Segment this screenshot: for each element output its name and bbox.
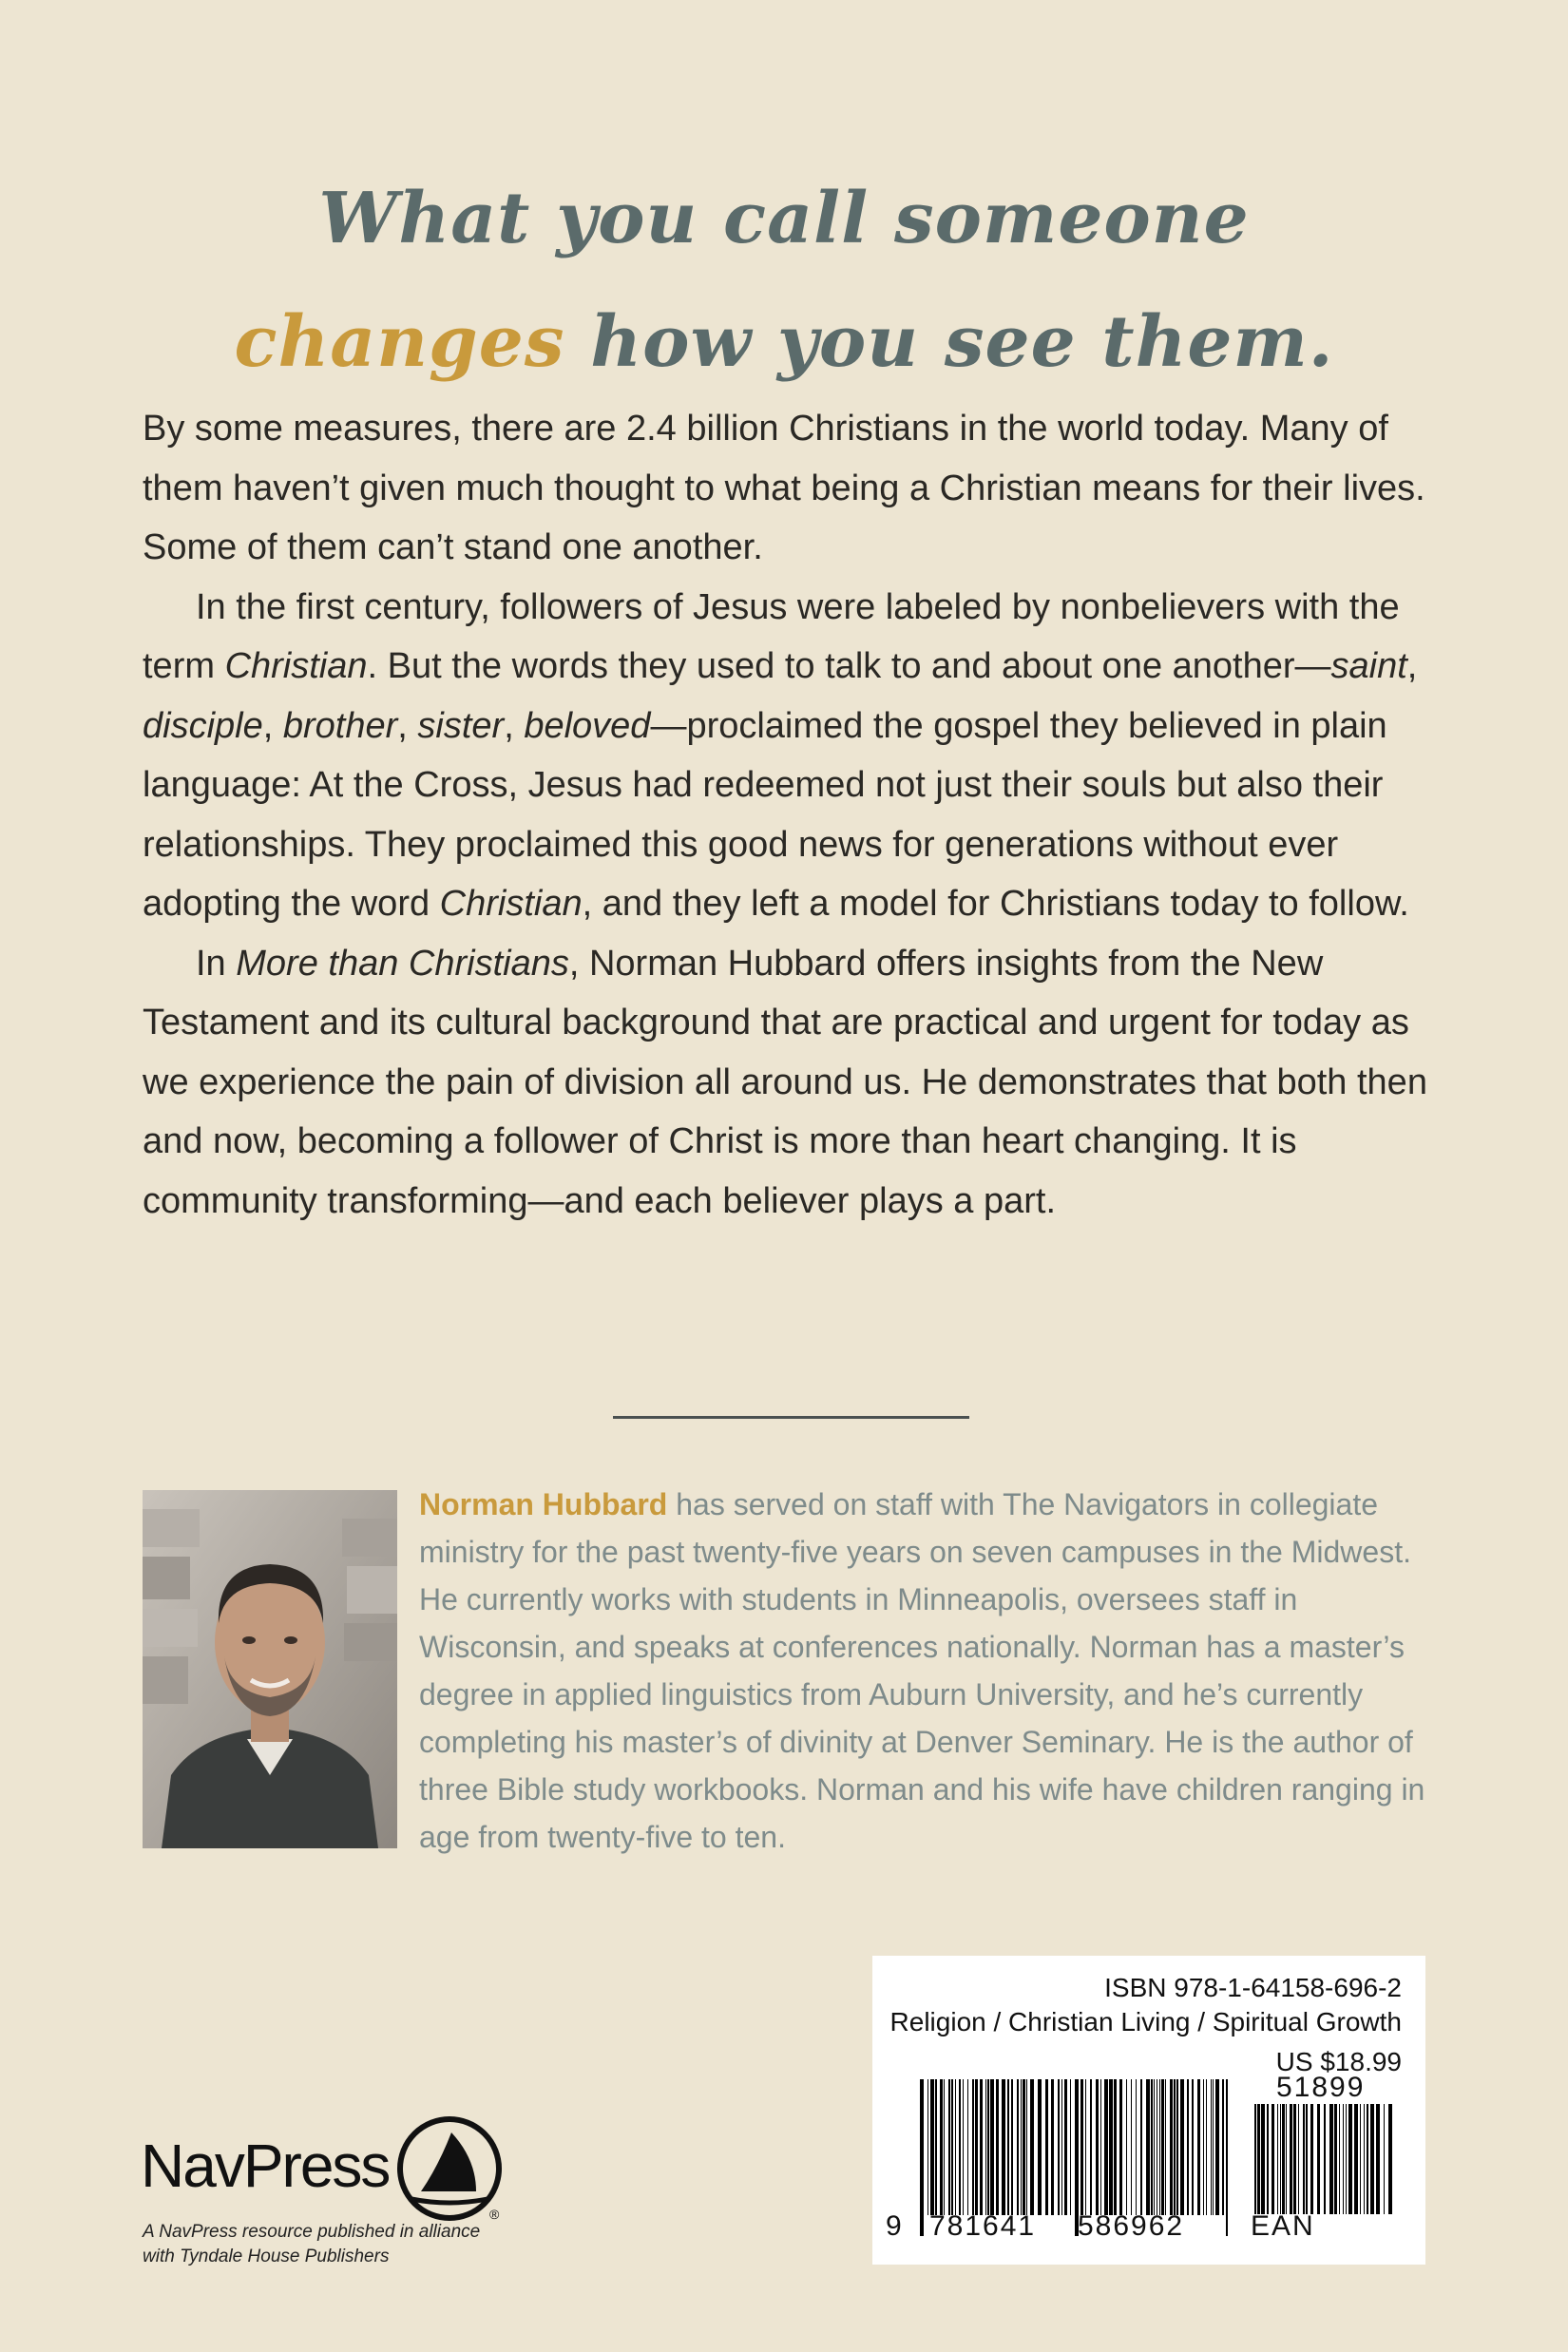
tagline xyxy=(0,157,1568,404)
p2-term-sister: sister xyxy=(417,705,505,746)
description-paragraph-1: By some measures, there are 2.4 billion Christians in the world today. Many of them haven’t given much thought to what being a Christian means for their lives. Some of them can’t stand one another. xyxy=(143,409,1425,567)
barcode-bar xyxy=(1282,2104,1285,2214)
barcode-bar xyxy=(1131,2079,1132,2215)
p2-term-disciple: disciple xyxy=(143,705,263,746)
barcode-bar xyxy=(1151,2079,1153,2215)
ean-label: EAN xyxy=(1251,2210,1315,2242)
barcode-bar xyxy=(1104,2079,1108,2215)
section-divider xyxy=(613,1416,969,1419)
author-photo xyxy=(143,1490,397,1848)
barcode-bar xyxy=(1267,2104,1269,2214)
barcode-bar xyxy=(967,2079,968,2215)
barcode-bar xyxy=(985,2079,986,2215)
barcode-bar xyxy=(951,2079,953,2215)
barcode-bar xyxy=(1192,2079,1194,2215)
barcode-bar xyxy=(1085,2079,1086,2215)
barcode-bar xyxy=(1293,2104,1296,2214)
barcode-bar xyxy=(1272,2104,1274,2214)
barcode-bar xyxy=(1064,2079,1067,2215)
barcode-bar xyxy=(944,2079,945,2215)
barcode-bar xyxy=(1051,2079,1054,2215)
barcode-bar xyxy=(1298,2104,1299,2214)
p2-sep-1: , xyxy=(1406,646,1418,686)
barcode-box xyxy=(872,1956,1425,2265)
p2-term-christian-2: Christian xyxy=(439,884,583,924)
barcode-bar xyxy=(1109,2079,1113,2215)
barcode-bar xyxy=(1215,2079,1219,2215)
p2-sep-4: , xyxy=(504,705,525,746)
barcode-bar xyxy=(1119,2079,1122,2215)
barcode-bar xyxy=(1306,2104,1308,2214)
p3-text-c: , Norman Hubbard offers insights from the New Testament and its cultural background that are practical and urgent for today as we experience the pain of division all around us. He demonstrates that both then and now, becoming a follower of Christ is more than heart changing. It is community transforming—and each believer plays a part. xyxy=(143,943,1427,1221)
bisac-category: Religion / Christian Living / Spiritual Growth xyxy=(889,2007,1402,2036)
barcode-bar xyxy=(1226,2079,1228,2236)
barcode-bar xyxy=(1324,2104,1326,2214)
p3-book-title: More than Christians xyxy=(236,943,569,984)
barcode-bar xyxy=(996,2079,999,2215)
tagline-line-1 xyxy=(0,157,1568,280)
registered-mark: ® xyxy=(489,2207,500,2222)
barcode-bar xyxy=(1346,2104,1347,2214)
barcode-bar xyxy=(1197,2079,1200,2215)
barcode-bar xyxy=(1021,2079,1022,2215)
barcode-bar xyxy=(1170,2079,1173,2215)
barcode-bar xyxy=(1222,2079,1224,2215)
barcode-bar xyxy=(1017,2079,1019,2215)
barcode-bar xyxy=(1384,2104,1385,2214)
barcode-bar xyxy=(1290,2104,1292,2214)
barcode-bar xyxy=(1348,2104,1352,2214)
price: US $18.99 xyxy=(1275,2047,1402,2076)
barcode-bar xyxy=(955,2079,956,2215)
barcode-bar xyxy=(1211,2079,1212,2215)
barcode-bar xyxy=(1213,2079,1214,2215)
barcode-bar xyxy=(1146,2079,1150,2215)
p3-text-a: In xyxy=(196,943,237,984)
imprint-line-1: A NavPress resource published in alliance xyxy=(143,2222,481,2242)
barcode-bar xyxy=(1370,2104,1374,2214)
p2-term-saint: saint xyxy=(1330,646,1407,686)
p2-term-beloved: beloved xyxy=(524,705,651,746)
barcode-bar xyxy=(1257,2104,1260,2214)
ean-digits-right: 586962 xyxy=(1078,2210,1185,2242)
barcode-bar xyxy=(1203,2079,1204,2215)
barcode-bar xyxy=(1161,2079,1164,2215)
p2-text-c: . But the words they used to talk to and about one another— xyxy=(367,646,1331,686)
ean-digits-left: 781641 xyxy=(929,2210,1037,2242)
tagline-text-1: What you call someone xyxy=(318,178,1250,259)
barcode-bar xyxy=(1140,2079,1142,2215)
barcode-bar xyxy=(1174,2079,1176,2215)
barcode-bar xyxy=(1364,2104,1365,2214)
barcode-bar xyxy=(1114,2079,1117,2215)
tagline-line-2 xyxy=(0,280,1568,404)
barcode-bar xyxy=(1360,2104,1361,2214)
barcode-bar xyxy=(1136,2079,1137,2215)
barcode-bar xyxy=(1038,2079,1042,2215)
barcode-bar xyxy=(1343,2104,1344,2214)
barcode-bar xyxy=(948,2079,950,2215)
barcode-bar xyxy=(1126,2079,1127,2215)
author-portrait-illustration xyxy=(143,1490,397,1848)
book-description xyxy=(143,399,1444,1231)
barcode-bar xyxy=(1277,2104,1278,2214)
barcode-bar xyxy=(1080,2079,1083,2215)
barcode-bar xyxy=(1329,2104,1333,2214)
tagline-accent-word: changes xyxy=(234,301,565,383)
tagline-text-2: how you see them. xyxy=(590,301,1334,383)
barcode-bar xyxy=(1007,2079,1009,2215)
p2-term-brother: brother xyxy=(282,705,398,746)
barcode-bar xyxy=(975,2079,978,2215)
barcode-bar xyxy=(1045,2079,1048,2215)
barcode-bar xyxy=(1011,2079,1013,2215)
barcode-bar xyxy=(927,2079,928,2215)
barcode-bar xyxy=(1058,2079,1060,2215)
barcode-bar xyxy=(1376,2104,1380,2214)
barcode-bar xyxy=(1023,2079,1025,2215)
p2-term-christian: Christian xyxy=(224,646,368,686)
p2-sep-3: , xyxy=(397,705,418,746)
barcode-bar xyxy=(980,2079,983,2215)
barcode-bar xyxy=(1026,2079,1027,2215)
barcode-bar xyxy=(940,2079,943,2215)
barcode-bar xyxy=(1159,2079,1160,2215)
barcode-bar xyxy=(1180,2079,1184,2215)
barcode-bar xyxy=(959,2079,961,2215)
ean-digit-lead: 9 xyxy=(886,2210,904,2242)
barcode-bar xyxy=(1254,2104,1256,2214)
barcode-bar xyxy=(1165,2079,1166,2215)
barcode-bar xyxy=(930,2079,934,2215)
p2-text-a: In the first century, followers of Jesus were labeled by nonbelievers with the term xyxy=(143,586,1400,686)
p2-text-o: , and they left a model for Christians today to follow. xyxy=(582,884,1409,924)
imprint-line-2: with Tyndale House Publishers xyxy=(143,2247,390,2266)
barcode-bar xyxy=(1354,2104,1358,2214)
barcode-bar xyxy=(1154,2079,1155,2215)
barcode-bar xyxy=(1303,2104,1305,2214)
author-bio xyxy=(419,1481,1426,1861)
barcode-bar xyxy=(1002,2079,1005,2215)
barcode-bar xyxy=(935,2079,937,2215)
barcode-bar xyxy=(1367,2104,1368,2214)
barcode-bar xyxy=(1388,2104,1392,2214)
p2-text-m: —proclaimed the gospel they believed in plain language: At the Cross, Jesus had redeemed not just their souls but also their relationships. They proclaimed this good news for generations without ever adopting the word xyxy=(143,705,1387,924)
barcode-bar xyxy=(1100,2079,1101,2215)
barcode-bar xyxy=(990,2079,994,2215)
price-code: 51899 xyxy=(1276,2072,1366,2103)
barcode-bar xyxy=(1096,2079,1099,2215)
barcode-bar xyxy=(1334,2104,1337,2214)
barcode-bar xyxy=(987,2079,989,2215)
barcode-bar xyxy=(1030,2079,1034,2215)
barcode-bar xyxy=(1206,2079,1207,2215)
barcode-bar xyxy=(1261,2104,1265,2214)
barcode-bar xyxy=(963,2079,964,2215)
imprint-note xyxy=(143,2220,542,2269)
description-paragraph-2 xyxy=(143,578,1444,934)
barcode-bar xyxy=(920,2079,924,2236)
barcode-bar xyxy=(972,2079,974,2215)
barcode-bar xyxy=(1280,2104,1281,2214)
navpress-logo xyxy=(141,2112,502,2226)
barcode-bar xyxy=(1339,2104,1340,2214)
isbn-text: ISBN 978-1-64158-696-2 xyxy=(1104,1973,1402,2002)
barcode-bar xyxy=(1090,2079,1092,2215)
description-paragraph-3 xyxy=(143,934,1444,1232)
logo-wordmark: NavPress xyxy=(141,2132,390,2200)
p2-sep-2: , xyxy=(262,705,283,746)
barcode-bar xyxy=(1176,2079,1178,2215)
barcode-bar xyxy=(1317,2104,1320,2214)
barcode-bar xyxy=(1061,2079,1062,2215)
barcode-bar xyxy=(1286,2104,1287,2214)
barcode-bar xyxy=(1310,2104,1313,2214)
barcode-bar xyxy=(1187,2079,1189,2215)
barcode-bar xyxy=(1070,2079,1071,2215)
author-name: Norman Hubbard xyxy=(419,1487,668,1521)
author-bio-text: has served on staff with The Navigators in collegiate ministry for the past twenty-five years on seven campuses in the Midwest. He currently works with students in Minneapolis, oversees staff in Wisconsin, and speaks at conferences nationally. Norman has a master’s degree in applied linguistics from Auburn University, and he’s currently completing his master’s of divinity at Denver Seminary. He is the author of three Bible study workbooks. Norman and his wife have children ranging in age from twenty-five to ten. xyxy=(419,1487,1425,1854)
